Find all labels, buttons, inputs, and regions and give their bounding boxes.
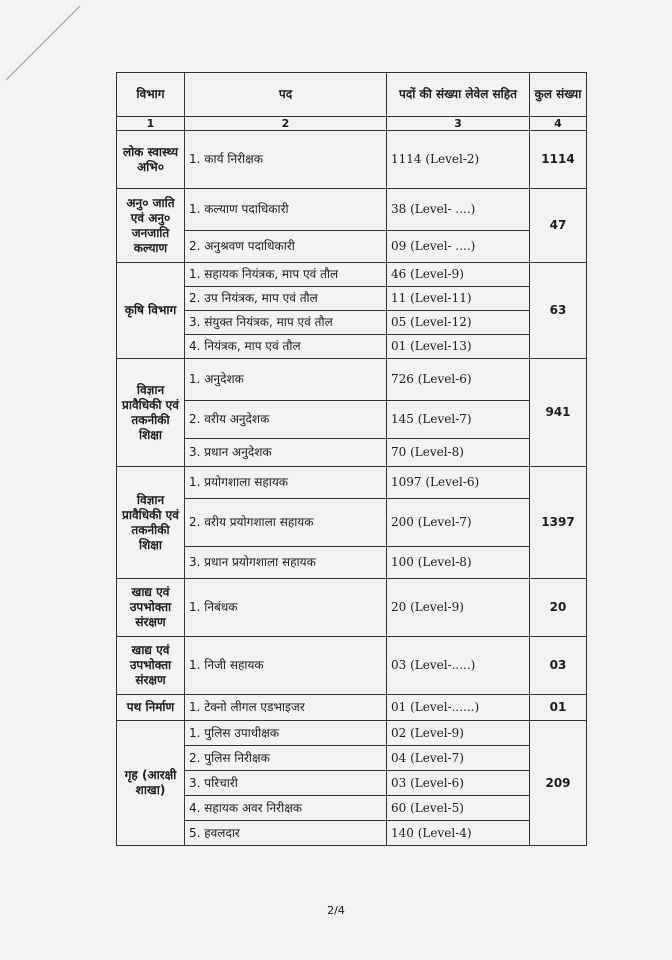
table-row: [117, 771, 587, 796]
header-dept: विभाग: [117, 73, 185, 117]
department-cell: अनु० जाति एवं अनु० जनजाति कल्याण: [117, 189, 185, 263]
count-cell: 200 (Level-7): [387, 499, 530, 547]
table-row: [117, 821, 587, 846]
total-cell: 01: [530, 695, 587, 721]
post-cell: 1. पुलिस उपाधीक्षक: [185, 721, 387, 746]
post-cell: 2. वरीय प्रयोगशाला सहायक: [185, 499, 387, 547]
header-total: कुल संख्या: [530, 73, 587, 117]
post-cell: 3. परिचारी: [185, 771, 387, 796]
column-number: 3: [387, 117, 530, 131]
posts-table: [116, 72, 587, 846]
total-cell: 47: [530, 189, 587, 263]
table-row: [117, 131, 587, 189]
post-cell: 4. सहायक अवर निरीक्षक: [185, 796, 387, 821]
count-cell: 46 (Level-9): [387, 263, 530, 287]
header-post: पद: [185, 73, 387, 117]
post-cell: 3. संयुक्त नियंत्रक, माप एवं तौल: [185, 311, 387, 335]
post-cell: 4. नियंत्रक, माप एवं तौल: [185, 335, 387, 359]
count-cell: 1097 (Level-6): [387, 467, 530, 499]
table-row: [117, 796, 587, 821]
count-cell: 100 (Level-8): [387, 547, 530, 579]
header-count: पदों की संख्या लेवेल सहित: [387, 73, 530, 117]
column-number: 4: [530, 117, 587, 131]
count-cell: 145 (Level-7): [387, 401, 530, 439]
total-cell: 63: [530, 263, 587, 359]
header-row: [117, 73, 587, 117]
count-cell: 20 (Level-9): [387, 579, 530, 637]
table-row: [117, 579, 587, 637]
count-cell: 140 (Level-4): [387, 821, 530, 846]
count-cell: 60 (Level-5): [387, 796, 530, 821]
post-cell: 2. अनुश्रवण पदाधिकारी: [185, 231, 387, 263]
department-cell: विज्ञान प्रावैधिकी एवं तकनीकी शिक्षा: [117, 359, 185, 467]
post-cell: 1. सहायक नियंत्रक, माप एवं तौल: [185, 263, 387, 287]
post-cell: 1. अनुदेशक: [185, 359, 387, 401]
table-row: [117, 467, 587, 499]
post-cell: 2. पुलिस निरीक्षक: [185, 746, 387, 771]
post-cell: 3. प्रधान प्रयोगशाला सहायक: [185, 547, 387, 579]
post-cell: 1. प्रयोगशाला सहायक: [185, 467, 387, 499]
post-cell: 5. हवलदार: [185, 821, 387, 846]
column-number-row: [117, 117, 587, 131]
table-row: [117, 499, 587, 547]
table-row: [117, 401, 587, 439]
count-cell: 02 (Level-9): [387, 721, 530, 746]
total-cell: 1114: [530, 131, 587, 189]
count-cell: 726 (Level-6): [387, 359, 530, 401]
post-cell: 1. टेक्नो लीगल एडभाइजर: [185, 695, 387, 721]
count-cell: 11 (Level-11): [387, 287, 530, 311]
table-row: [117, 359, 587, 401]
column-number: 1: [117, 117, 185, 131]
table-row: [117, 335, 587, 359]
table-row: [117, 231, 587, 263]
post-cell: 1. निजी सहायक: [185, 637, 387, 695]
count-cell: 09 (Level- ....): [387, 231, 530, 263]
count-cell: 38 (Level- ....): [387, 189, 530, 231]
post-cell: 1. कार्य निरीक्षक: [185, 131, 387, 189]
department-cell: कृषि विभाग: [117, 263, 185, 359]
page-number: 2/4: [327, 904, 345, 917]
total-cell: 20: [530, 579, 587, 637]
post-cell: 1. कल्याण पदाधिकारी: [185, 189, 387, 231]
table-row: [117, 189, 587, 231]
post-cell: 2. वरीय अनुदेशक: [185, 401, 387, 439]
count-cell: 1114 (Level-2): [387, 131, 530, 189]
table-row: [117, 721, 587, 746]
table-row: [117, 439, 587, 467]
department-cell: खाद्य एवं उपभोक्ता संरक्षण: [117, 579, 185, 637]
table-row: [117, 311, 587, 335]
department-cell: पथ निर्माण: [117, 695, 185, 721]
department-cell: गृह (आरक्षी शाखा): [117, 721, 185, 846]
table-row: [117, 287, 587, 311]
department-cell: विज्ञान प्रावैधिकी एवं तकनीकी शिक्षा: [117, 467, 185, 579]
count-cell: 70 (Level-8): [387, 439, 530, 467]
table-row: [117, 695, 587, 721]
table-row: [117, 547, 587, 579]
count-cell: 05 (Level-12): [387, 311, 530, 335]
count-cell: 03 (Level-6): [387, 771, 530, 796]
table-row: [117, 746, 587, 771]
count-cell: 01 (Level-13): [387, 335, 530, 359]
department-cell: खाद्य एवं उपभोक्ता संरक्षण: [117, 637, 185, 695]
count-cell: 04 (Level-7): [387, 746, 530, 771]
total-cell: 03: [530, 637, 587, 695]
page-fold-mark: [0, 0, 90, 90]
post-cell: 2. उप नियंत्रक, माप एवं तौल: [185, 287, 387, 311]
table-row: [117, 263, 587, 287]
total-cell: 941: [530, 359, 587, 467]
post-cell: 3. प्रधान अनुदेशक: [185, 439, 387, 467]
post-cell: 1. निबंधक: [185, 579, 387, 637]
total-cell: 1397: [530, 467, 587, 579]
count-cell: 03 (Level-.....): [387, 637, 530, 695]
count-cell: 01 (Level-......): [387, 695, 530, 721]
department-cell: लोक स्वास्थ्य अभि०: [117, 131, 185, 189]
column-number: 2: [185, 117, 387, 131]
table-row: [117, 637, 587, 695]
total-cell: 209: [530, 721, 587, 846]
